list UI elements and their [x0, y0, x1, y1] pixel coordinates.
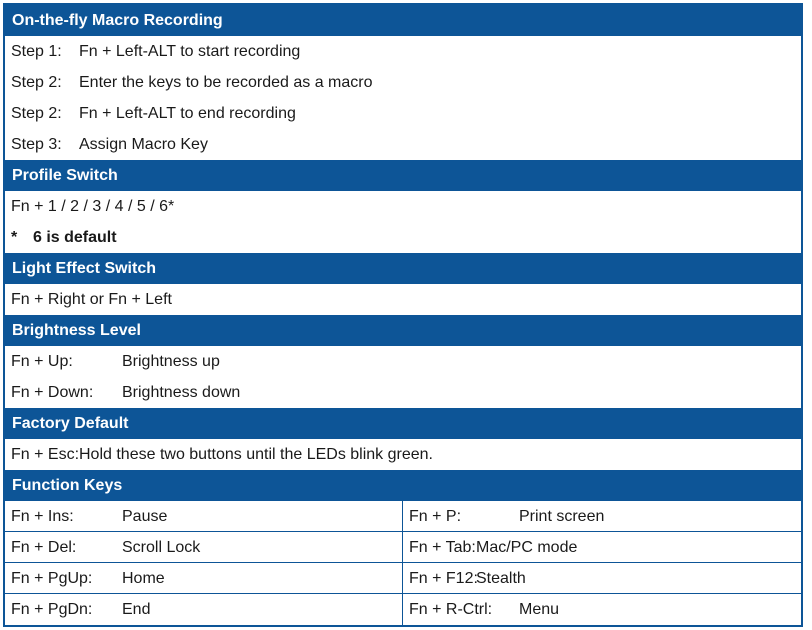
shortcut-key: Fn + Ins: — [11, 508, 74, 525]
brightness-row — [5, 346, 801, 377]
step-text: Enter the keys to be recorded as a macro — [79, 74, 373, 91]
shortcut-key: Fn + Up: — [11, 353, 73, 370]
shortcut-key: Fn + Del: — [11, 539, 77, 556]
light-keys-row — [5, 284, 801, 315]
profile-keys-text: Fn + 1 / 2 / 3 / 4 / 5 / 6* — [11, 198, 175, 215]
function-keys-left-column — [5, 501, 403, 625]
shortcut-action: Hold these two buttons until the LEDs blink green. — [79, 446, 433, 463]
shortcut-action: Menu — [519, 601, 560, 618]
step-text: Assign Macro Key — [79, 136, 208, 153]
step-label: Step 1: — [11, 43, 62, 60]
shortcut-action: Print screen — [519, 508, 605, 525]
step-label: Step 2: — [11, 105, 62, 122]
light-keys-text: Fn + Right or Fn + Left — [11, 291, 172, 308]
function-keys-right-column — [403, 501, 801, 625]
shortcut-key: Fn + PgDn: — [11, 601, 93, 618]
brightness-section-header: Brightness Level — [5, 315, 801, 346]
macro-step-row — [5, 67, 801, 98]
shortcut-action: Brightness up — [122, 353, 220, 370]
table-row — [403, 532, 801, 563]
shortcut-key: Fn + F12: — [409, 570, 478, 587]
macro-step-row — [5, 98, 801, 129]
table-row — [403, 563, 801, 594]
footnote-mark: * — [11, 229, 18, 246]
shortcut-action: End — [122, 601, 151, 618]
macro-step-row — [5, 129, 801, 160]
factory-section-header: Factory Default — [5, 408, 801, 439]
profile-keys-row — [5, 191, 801, 222]
brightness-row — [5, 377, 801, 408]
step-text: Fn + Left-ALT to end recording — [79, 105, 296, 122]
factory-row — [5, 439, 801, 470]
function-keys-section-header: Function Keys — [5, 470, 801, 501]
table-row — [403, 501, 801, 532]
shortcut-action: Scroll Lock — [122, 539, 201, 556]
step-label: Step 2: — [11, 74, 62, 91]
shortcut-action: Stealth — [476, 570, 526, 587]
shortcut-action: Pause — [122, 508, 168, 525]
step-text: Fn + Left-ALT to start recording — [79, 43, 301, 60]
table-row — [5, 501, 402, 532]
shortcut-action: Mac/PC mode — [476, 539, 578, 556]
footnote-text: 6 is default — [33, 229, 117, 246]
profile-note-row — [5, 222, 801, 253]
table-row — [5, 563, 402, 594]
table-row — [5, 594, 402, 625]
shortcut-action: Home — [122, 570, 165, 587]
shortcut-reference-table — [3, 3, 803, 627]
macro-step-row — [5, 36, 801, 67]
shortcut-key: Fn + P: — [409, 508, 462, 525]
function-keys-grid — [5, 501, 801, 625]
macro-section-header: On-the-fly Macro Recording — [5, 5, 801, 36]
shortcut-key: Fn + R-Ctrl: — [409, 601, 493, 618]
table-row — [403, 594, 801, 625]
light-section-header: Light Effect Switch — [5, 253, 801, 284]
shortcut-key: Fn + PgUp: — [11, 570, 93, 587]
table-row — [5, 532, 402, 563]
shortcut-key: Fn + Down: — [11, 384, 94, 401]
shortcut-action: Brightness down — [122, 384, 241, 401]
shortcut-key: Fn + Esc: — [11, 446, 80, 463]
profile-section-header: Profile Switch — [5, 160, 801, 191]
step-label: Step 3: — [11, 136, 62, 153]
shortcut-key: Fn + Tab: — [409, 539, 476, 556]
